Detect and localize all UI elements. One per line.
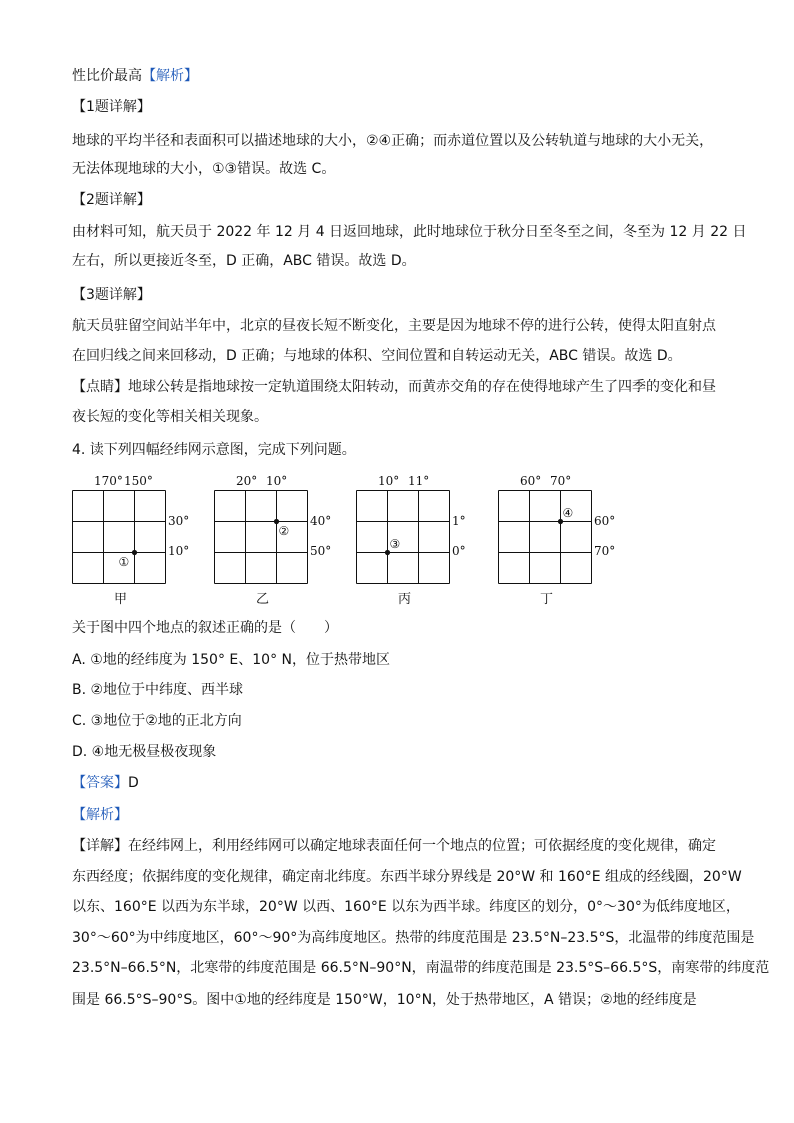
figure-caption: 乙 [256,592,270,607]
longitude-label: 10° [266,474,288,488]
graticule-figure [72,474,222,609]
latitude-label: 40° [310,514,332,528]
detail-para-line: 以东、160°E 以西为东半球，20°W 以西、160°E 以东为西半球。纬度区的划分，0°～30°为低纬度地区， [72,899,740,915]
graticule-grid [214,490,309,585]
tips-heading: 【点睛】 [72,379,128,395]
graticule-grid [498,490,593,585]
detail-para-line: 围是 66.5°S–90°S。图中①地的经纬度是 150°W，10°N，处于热带地区，A 错误；②地的经纬度是 [72,992,697,1008]
option-d: D. ④地无极昼极夜现象 [72,744,217,760]
option-a: A. ①地的经纬度为 150° E、10° N，位于热带地区 [72,652,390,668]
figure-caption: 甲 [114,592,128,607]
detail-para-line: 30°～60°为中纬度地区，60°～90°为高纬度地区。热带的纬度范围是 23.5°N–23.5°S，北温带的纬度范围是 [72,930,755,946]
location-point [132,550,137,555]
q3-para-line: 在回归线之间来回移动，D 正确；与地球的体积、空间位置和自转运动无关，ABC 错误。故选 D。 [72,348,682,364]
q3-heading: 【3题详解】 [72,287,151,303]
location-point [385,550,390,555]
graticule-figure [214,474,364,609]
point-marker-label: ① [118,554,130,569]
q2-para-line: 左右，所以更接近冬至，D 正确，ABC 错误。故选 D。 [72,253,416,269]
answer-line [72,773,139,793]
latitude-label: 50° [310,544,332,558]
longitude-label: 20° [236,474,258,488]
option-b: B. ②地位于中纬度、西半球 [72,682,244,698]
longitude-label: 60° [520,474,542,488]
detail-line [72,836,716,856]
detail-para-line: 东西经度；依据纬度的变化规律，确定南北纬度。东西半球分界线是 20°W 和 160°E 组成的经线圈，20°W [72,869,742,885]
figure-caption: 丁 [540,592,554,607]
point-marker-label: ④ [562,505,574,520]
latitude-label: 1° [452,514,466,528]
location-point [558,519,563,524]
q2-para-line: 由材料可知，航天员于 2022 年 12 月 4 日返回地球，此时地球位于秋分日至冬至之间，冬至为 12 月 22 日 [72,224,747,240]
graticule-figure [498,474,648,609]
q3-para-line: 航天员驻留空间站半年中，北京的昼夜长短不断变化，主要是因为地球不停的进行公转，使得太阳直射点 [72,318,716,334]
question-4: 4. 读下列四幅经纬网示意图，完成下列问题。 [72,442,356,458]
latitude-label: 30° [168,514,190,528]
longitude-label: 70° [550,474,572,488]
figure-caption: 丙 [398,592,412,607]
q1-para-line: 地球的平均半径和表面积可以描述地球的大小，②④正确；而赤道位置以及公转轨道与地球的大小无关， [72,133,714,149]
longitude-label: 150° [124,474,153,488]
detail-para-line: 23.5°N–66.5°N，北寒带的纬度范围是 66.5°N–90°N，南温带的纬度范围是 23.5°S–66.5°S，南寒带的纬度范 [72,960,770,976]
q1-para-line: 无法体现地球的大小，①③错误。故选 C。 [72,161,336,177]
detail-text: 在经纬网上，利用经纬网可以确定地球表面任何一个地点的位置；可依据经度的变化规律，确定 [128,838,716,854]
option-c: C. ③地位于②地的正北方向 [72,713,242,729]
analysis-heading: 【解析】 [142,68,198,84]
answer-value: D [128,775,139,791]
intro-line [72,66,198,86]
tips-para-line: 夜长短的变化等相关相关现象。 [72,409,268,425]
q2-heading: 【2题详解】 [72,192,151,208]
point-marker-label: ② [278,523,290,538]
detail-heading: 【详解】 [72,838,128,854]
answer-heading: 【答案】 [72,775,128,791]
graticule-figure [356,474,506,609]
intro-text: 性比价最高 [72,68,142,84]
longitude-label: 170° [94,474,123,488]
tips-line [72,377,716,397]
analysis-heading-2: 【解析】 [72,807,128,823]
question-stem: 关于图中四个地点的叙述正确的是（ ） [72,620,338,636]
point-marker-label: ③ [389,536,401,551]
latitude-label: 0° [452,544,466,558]
longitude-label: 11° [408,474,430,488]
latitude-label: 10° [168,544,190,558]
latitude-label: 70° [594,544,616,558]
longitude-label: 10° [378,474,400,488]
latitude-label: 60° [594,514,616,528]
graticule-grid [72,490,167,585]
q1-heading: 【1题详解】 [72,99,151,115]
tips-text: 地球公转是指地球按一定轨道围绕太阳转动，而黄赤交角的存在使得地球产生了四季的变化和昼 [128,379,716,395]
graticule-grid [356,490,451,585]
